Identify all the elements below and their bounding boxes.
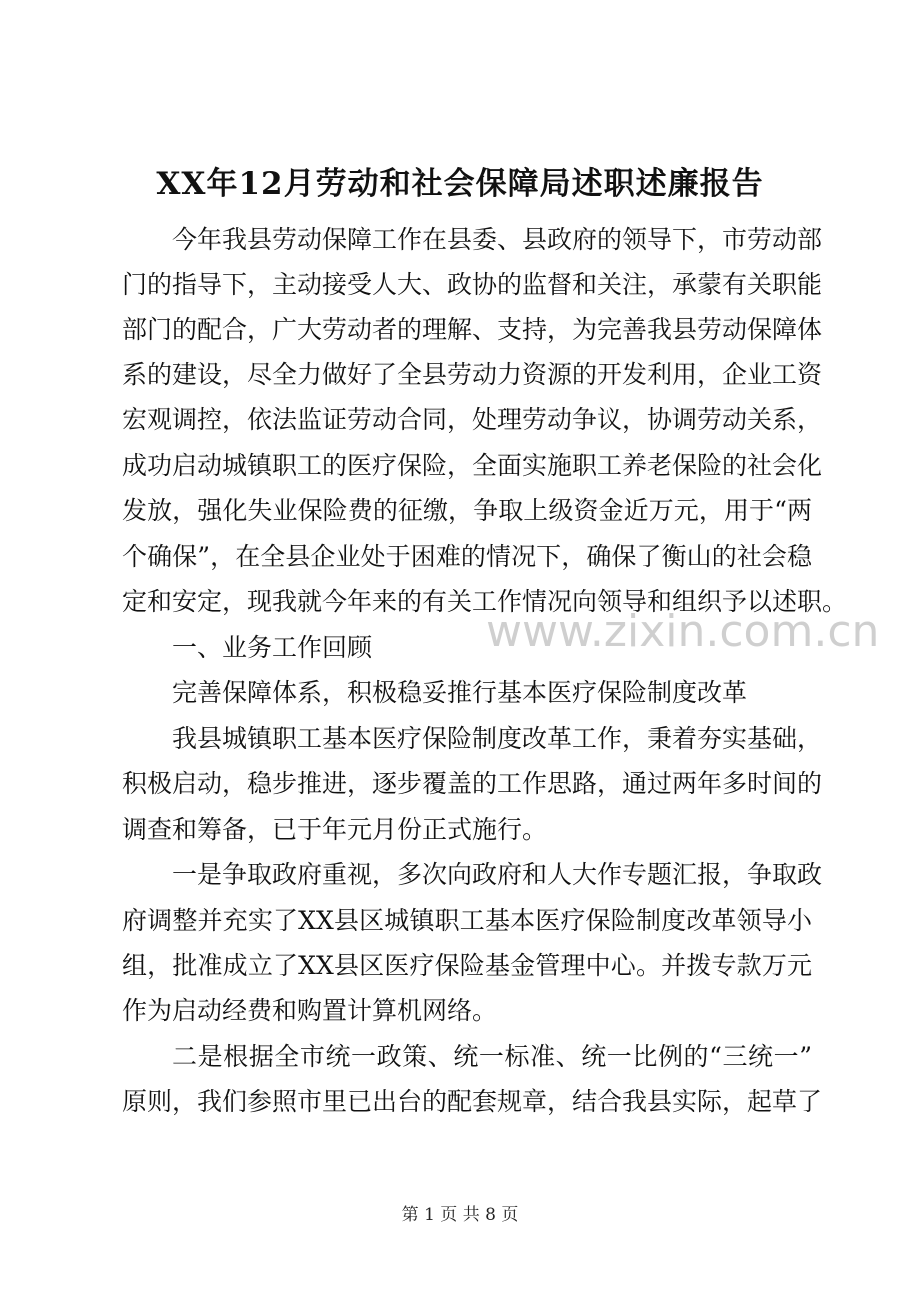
body-line: 个确保”，在全县企业处于困难的情况下，确保了衡山的社会稳 — [122, 542, 812, 571]
body-line: 部门的配合，广大劳动者的理解、支持，为完善我县劳动保障体 — [122, 315, 823, 344]
watermark: www.zixin.com.cn — [486, 606, 880, 657]
body-line: 今年我县劳动保障工作在县委、县政府的领导下，市劳动部 — [172, 225, 823, 254]
body-line: 调查和筹备，已于年元月份正式施行。 — [122, 815, 548, 844]
body-line: 作为启动经费和购置计算机网络。 — [122, 996, 498, 1025]
body-line: 发放，强化失业保险费的征缴，争取上级资金近万元，用于“两 — [122, 496, 812, 525]
body-line: 积极启动，稳步推进，逐步覆盖的工作思路，通过两年多时间的 — [122, 769, 823, 798]
body-line: 组，批准成立了XX县区医疗保险基金管理中心。并拨专款万元 — [122, 951, 812, 980]
body-line: 门的指导下，主动接受人大、政协的监督和关注，承蒙有关职能 — [122, 270, 823, 299]
body-line: 我县城镇职工基本医疗保险制度改革工作，秉着夯实基础， — [172, 724, 823, 753]
subsection-heading: 完善保障体系，积极稳妥推行基本医疗保险制度改革 — [172, 678, 748, 707]
document-title: XX年12月劳动和社会保障局述职述廉报告 — [156, 166, 764, 202]
body-line: 成功启动城镇职工的医疗保险，全面实施职工养老保险的社会化 — [122, 451, 823, 480]
body-line: 定和安定，现我就今年来的有关工作情况向领导和组织予以述职。 — [122, 587, 848, 616]
body-line: 宏观调控，依法监证劳动合同，处理劳动争议，协调劳动关系， — [122, 405, 823, 434]
body-line: 一是争取政府重视，多次向政府和人大作专题汇报，争取政 — [172, 860, 823, 889]
body-line: 府调整并充实了XX县区城镇职工基本医疗保险制度改革领导小 — [122, 906, 812, 935]
section-heading: 一、业务工作回顾 — [172, 633, 373, 662]
body-line: 系的建设，尽全力做好了全县劳动力资源的开发利用，企业工资 — [122, 360, 823, 389]
body-line: 原则，我们参照市里已出台的配套规章，结合我县实际，起草了 — [122, 1087, 823, 1116]
page-footer: 第 1 页 共 8 页 — [401, 1205, 519, 1225]
body-line: 二是根据全市统一政策、统一标准、统一比例的“三统一” — [172, 1042, 812, 1071]
